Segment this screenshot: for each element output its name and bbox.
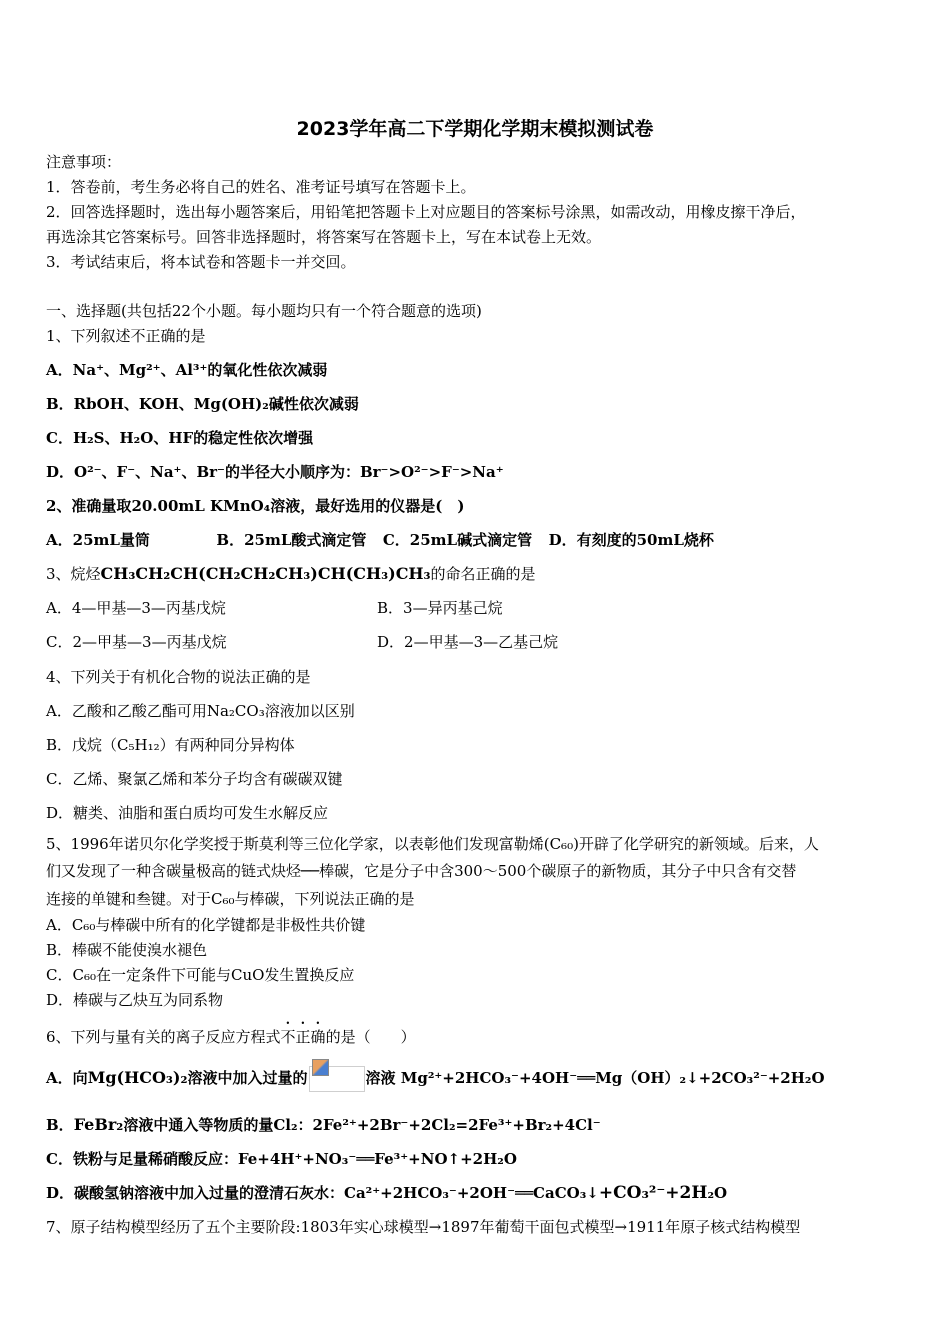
question-6-stem-pre: 6、下列与量有关的离子反应方程式 (46, 1028, 281, 1046)
question-3-stem-post: 的命名正确的是 (430, 565, 536, 583)
section-heading: 一、选择题(共包括22个小题。每小题均只有一个符合题意的选项) (46, 302, 482, 320)
question-6-option-a-post: 溶液 Mg²⁺+2HCO₃⁻+4OH⁻══Mg（OH）₂↓+2CO₃²⁻+2H₂O (365, 1069, 825, 1087)
question-6-option-c: C．铁粉与足量稀硝酸反应：Fe+4H⁺+NO₃⁻══Fe³⁺+NO↑+2H₂O (46, 1150, 517, 1168)
question-1-option-a: A．Na⁺、Mg²⁺、Al³⁺的氧化性依次减弱 (46, 361, 328, 379)
question-6-option-d-pre: D．碳酸氢钠溶液中加入过量的澄清石灰水：Ca²⁺+2HCO₃⁻+2OH⁻══CaCO₃↓ (46, 1184, 599, 1202)
question-4-option-c: C．乙烯、聚氯乙烯和苯分子均含有碳碳双键 (46, 770, 343, 788)
question-3-stem (46, 564, 536, 584)
question-1-stem: 1、下列叙述不正确的是 (46, 327, 206, 345)
question-6-option-a-mid: 溶液中加入过量的 (187, 1069, 308, 1087)
question-6-option-b (46, 1115, 601, 1135)
question-6-option-b-pre: B． (46, 1116, 74, 1134)
question-6-option-a-formula: Mg(HCO₃)₂ (87, 1068, 188, 1087)
question-6-stem-post: 的是（ ） (325, 1028, 416, 1046)
question-5-stem-line-2: 们又发现了一种含碳量极高的链式炔烃──棒碳，它是分子中含300～500个碳原子的新物质，其分子中只含有交替 (46, 862, 797, 880)
question-3-option-c: C．2—甲基—3—丙基戊烷 (46, 633, 227, 651)
question-5-option-d: D．棒碳与乙炔互为同系物 (46, 991, 224, 1009)
notice-heading: 注意事项： (46, 153, 122, 171)
question-6-stem-emph: 不正确 (280, 1028, 326, 1046)
question-2-stem: 2、准确量取20.00mL KMnO₄溶液，最好选用的仪器是( ) (46, 497, 465, 515)
question-5-option-c: C．C₆₀在一定条件下可能与CuO发生置换反应 (46, 966, 355, 984)
question-2-option-c: C．25mL碱式滴定管 (382, 531, 533, 549)
question-3-row-1 (46, 598, 226, 618)
question-2-options (46, 530, 714, 550)
question-6-option-b-formula: FeBr₂ (73, 1115, 124, 1134)
question-6-option-d-post: ₂O (707, 1184, 728, 1202)
question-4-option-b: B．戊烷（C₅H₁₂）有两种同分异构体 (46, 736, 295, 754)
question-2-option-b: B．25mL酸式滴定管 (216, 531, 367, 549)
notice-item-3: 3．考试结束后，将本试卷和答题卡一并交回。 (46, 253, 356, 271)
question-3-formula: CH₃CH₂CH(CH₂CH₂CH₃)CH(CH₃)CH₃ (100, 564, 431, 583)
question-6-option-d-big: +CO₃²⁻+2H (598, 1183, 708, 1203)
question-3-option-b: B．3—异丙基己烷 (377, 599, 503, 617)
question-6-option-a-pre: A．向 (46, 1069, 88, 1087)
question-4-option-d: D．糖类、油脂和蛋白质均可发生水解反应 (46, 804, 329, 822)
notice-item-1: 1．答卷前，考生务必将自己的姓名、准考证号填写在答题卡上。 (46, 178, 476, 196)
question-6-option-a (46, 1066, 825, 1092)
question-7-stem: 7、原子结构模型经历了五个主要阶段:1803年实心球模型→1897年葡萄干面包式模型→1911年原子核式结构模型 (46, 1218, 801, 1236)
question-3-stem-pre: 3、烷烃 (46, 565, 101, 583)
page-title: 2023学年高二下学期化学期末模拟测试卷 (296, 118, 654, 140)
question-5-option-a: A．C₆₀与棒碳中所有的化学键都是非极性共价键 (46, 916, 366, 934)
question-1-option-c: C．H₂S、H₂O、HF的稳定性依次增强 (46, 429, 314, 447)
question-3-option-d: D．2—甲基—3—乙基己烷 (377, 633, 559, 651)
question-5-option-b: B．棒碳不能使溴水褪色 (46, 941, 208, 959)
notice-item-2-cont: 再选涂其它答案标号。回答非选择题时，将答案写在答题卡上，写在本试卷上无效。 (46, 228, 602, 246)
question-6-option-d (46, 1183, 727, 1203)
question-2-option-a: A．25mL量筒 (46, 531, 150, 549)
question-4-stem: 4、下列关于有机化合物的说法正确的是 (46, 668, 311, 686)
question-2-option-d: D．有刻度的50mL烧杯 (548, 531, 714, 549)
question-5-stem-line-1: 5、1996年诺贝尔化学奖授于斯莫利等三位化学家，以表彰他们发现富勒烯(C₆₀)开辟了化学研究的新领域。后来，人 (46, 835, 819, 853)
broken-image-icon (309, 1066, 365, 1092)
notice-item-2: 2．回答选择题时，选出每小题答案后，用铅笔把答题卡上对应题目的答案标号涂黑，如需改动，用橡皮擦干净后， (46, 203, 806, 221)
question-1-option-d: D．O²⁻、F⁻、Na⁺、Br⁻的半径大小顺序为：Br⁻>O²⁻>F⁻>Na⁺ (46, 463, 504, 481)
question-4-option-a: A．乙酸和乙酸乙酯可用Na₂CO₃溶液加以区别 (46, 702, 355, 720)
question-6-stem (46, 1019, 416, 1047)
question-3-option-a: A．4—甲基—3—丙基戊烷 (46, 599, 226, 617)
question-1-option-b: B．RbOH、KOH、Mg(OH)₂碱性依次减弱 (46, 395, 359, 413)
question-6-option-b-post: 溶液中通入等物质的量Cl₂：2Fe²⁺+2Br⁻+2Cl₂=2Fe³⁺+Br₂+4Cl⁻ (123, 1116, 601, 1134)
question-5-stem-line-3: 连接的单键和叁键。对于C₆₀与棒碳，下列说法正确的是 (46, 890, 415, 908)
